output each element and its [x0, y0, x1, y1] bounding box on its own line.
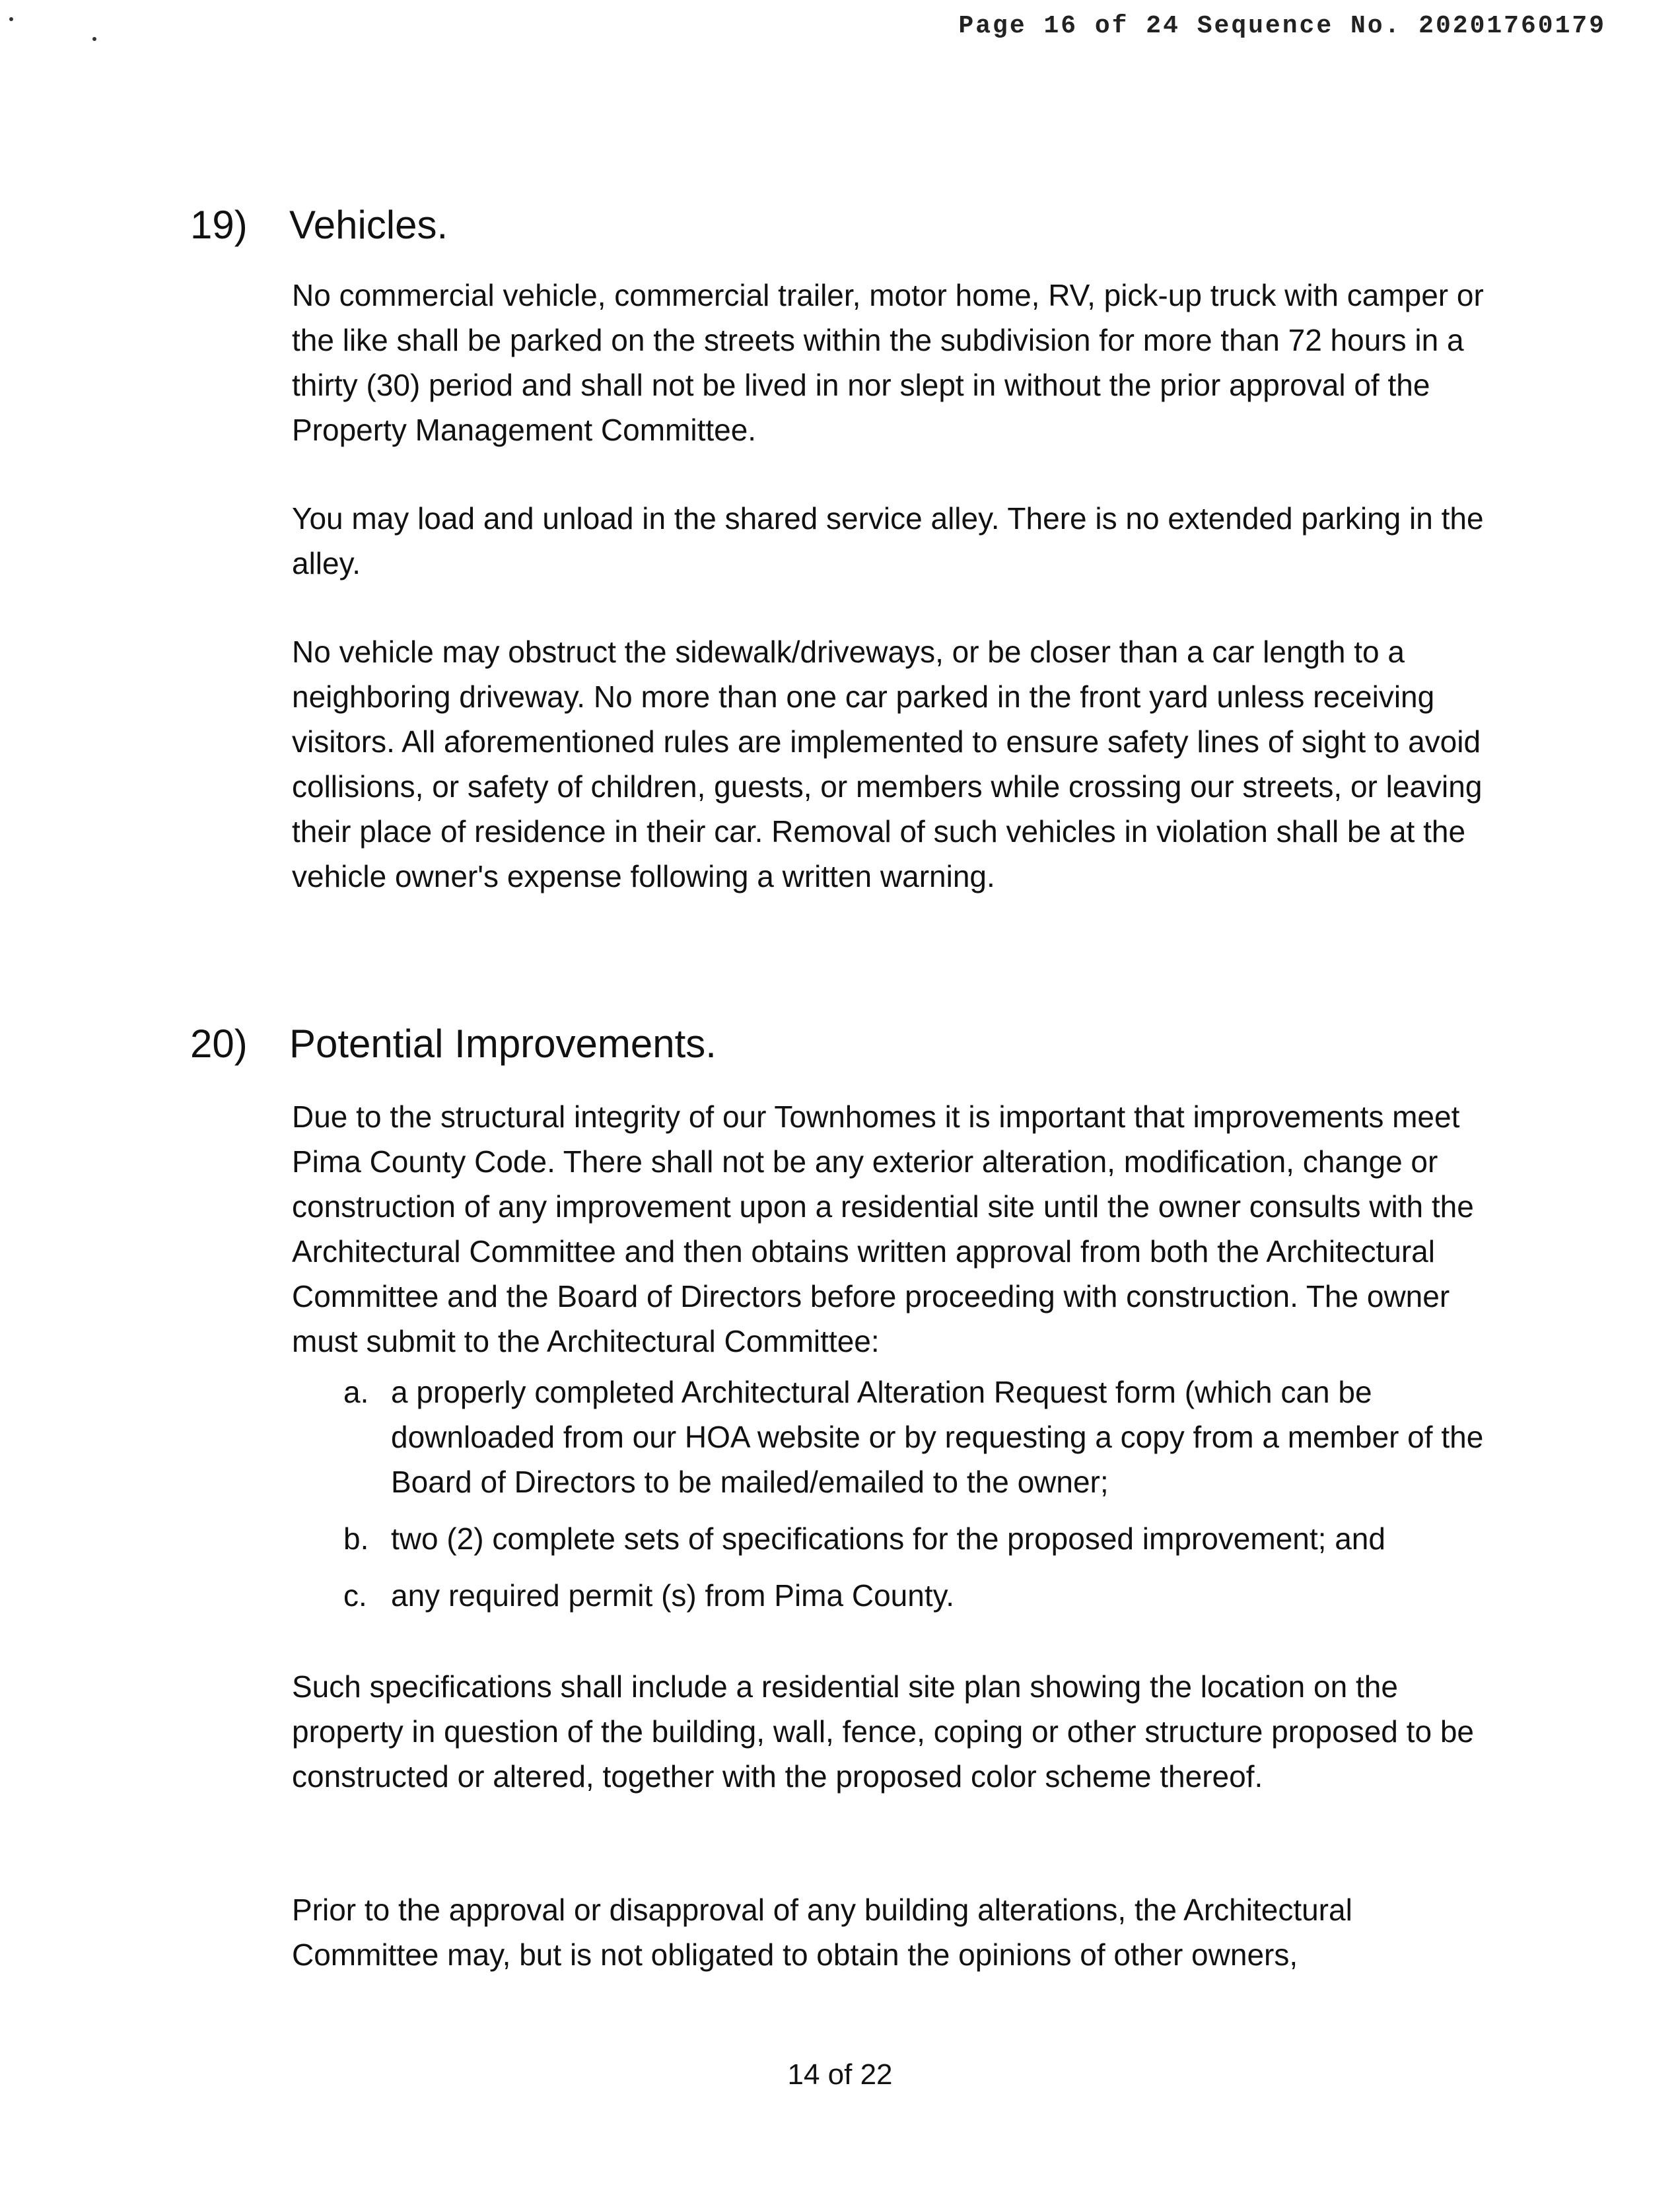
section-title: Vehicles. [289, 203, 448, 247]
section-19-heading [190, 202, 448, 248]
list-item-text: a properly completed Architectural Alteration Request form (which can be downloaded from our HOA website or by requesting a copy from a member of the Board of Directors to be mailed/emailed to the owner; [391, 1375, 1484, 1499]
section-number: 20) [190, 1022, 248, 1066]
paragraph: Due to the structural integrity of our Townhomes it is important that improvements meet Pima County Code. There shall not be any exterior alteration, modification, change or construction of any improvement upon a residential site until the owner consults with the Architectural Committee and then obtains written approval from both the Architectural Committee and the Board of Directors before proceeding with construction. The owner must submit to the Architectural Committee: [292, 1100, 1474, 1358]
section-title: Potential Improvements. [289, 1022, 717, 1066]
list-item [292, 1370, 1500, 1504]
paragraph: No vehicle may obstruct the sidewalk/driveways, or be closer than a car length to a neighboring driveway. No more than one car parked in the front yard unless receiving visitors. All aforementioned rules are implemented to ensure safety lines of sight to avoid collisions, or safety of children, guests, or members while crossing our streets, or leaving their place of residence in their car. Removal of such vehicles in violation shall be at the vehicle owner's expense following a written warning. [292, 635, 1483, 893]
list-item [292, 1573, 1500, 1618]
list-marker: b. [343, 1521, 369, 1556]
paragraph: You may load and unload in the shared service alley. There is no extended parking in the alley. [292, 501, 1484, 580]
scan-speck [92, 37, 96, 41]
list-item [292, 1516, 1500, 1561]
list-marker: c. [343, 1578, 367, 1613]
paragraph: No commercial vehicle, commercial trailer, motor home, RV, pick-up truck with camper or the like shall be parked on the streets within the subdivision for more than 72 hours in a thirty (30) period and shall not be lived in nor slept in without the prior approval of the Property Management Committee. [292, 278, 1484, 447]
list-item-text: any required permit (s) from Pima County. [391, 1578, 954, 1613]
page-number-footer: 14 of 22 [787, 2058, 893, 2091]
scan-speck [9, 17, 13, 21]
list-item-text: two (2) complete sets of specifications for the proposed improvement; and [391, 1521, 1385, 1556]
paragraph: Prior to the approval or disapproval of any building alterations, the Architectural Committee may, but is not obligated to obtain the opinions of other owners, [292, 1893, 1352, 1972]
list-marker: a. [343, 1375, 369, 1409]
section-number: 19) [190, 203, 248, 247]
section-20-heading [190, 1021, 717, 1066]
paragraph: Such specifications shall include a residential site plan showing the location on the property in question of the building, wall, fence, coping or other structure proposed to be constructed or altered, together with the proposed color scheme thereof. [292, 1669, 1474, 1794]
scan-header: Page 16 of 24 Sequence No. 20201760179 [958, 12, 1606, 40]
submission-requirements-list [292, 1370, 1500, 1618]
